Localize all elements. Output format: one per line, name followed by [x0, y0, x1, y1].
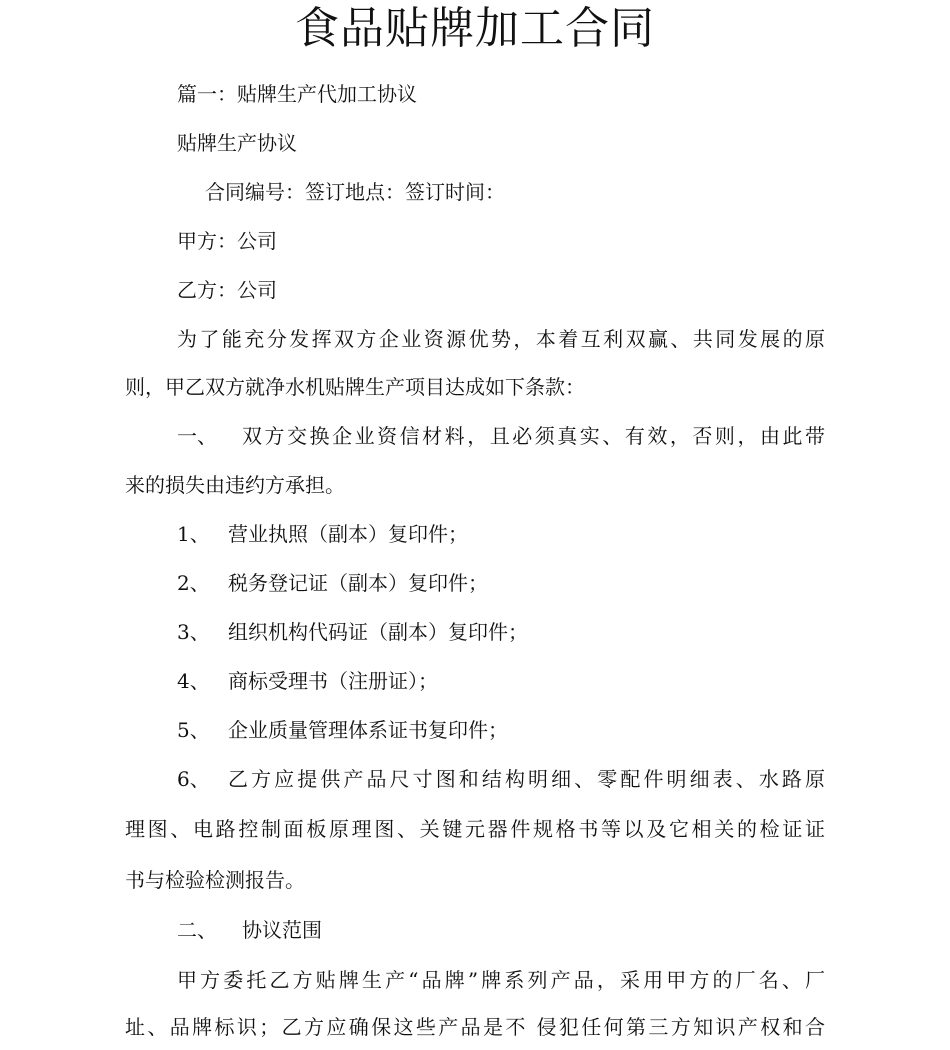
list-item-text: 营业执照（副本）复印件；: [228, 522, 468, 546]
paragraph-line: 址、品牌标识；乙方应确保这些产品是不 侵犯任何第三方知识产权和合: [125, 1015, 825, 1039]
list-item-number: 6、: [177, 767, 210, 791]
paragraph-line: 为了能充分发挥双方企业资源优势，本着互利双赢、共同发展的原: [177, 327, 825, 351]
contract-info-line: 合同编号：签订地点：签订时间：: [205, 180, 505, 204]
document-title: 食品贴牌加工合同: [295, 3, 655, 54]
party-b-line: 乙方：公司: [177, 278, 277, 302]
list-item-text: 组织机构代码证（副本）复印件；: [228, 620, 528, 644]
clause-number: 二、: [177, 918, 217, 942]
list-item-number: 2、: [177, 571, 210, 595]
paragraph-line: 双方交换企业资信材料，且必须真实、有效，否则，由此带: [242, 424, 825, 448]
list-item-number: 3、: [177, 620, 210, 644]
party-a-line: 甲方：公司: [177, 229, 277, 253]
agreement-title: 贴牌生产协议: [177, 131, 297, 155]
list-item-number: 5、: [177, 718, 210, 742]
paragraph-line: 甲方委托乙方贴牌生产“品牌”牌系列产品，采用甲方的厂名、厂: [177, 968, 825, 992]
section-heading: 篇一：贴牌生产代加工协议: [177, 82, 417, 106]
paragraph-line: 理图、电路控制面板原理图、关键元器件规格书等以及它相关的检证证: [125, 817, 825, 841]
paragraph-line: 来的损失由违约方承担。: [125, 473, 345, 497]
list-item-text: 乙方应提供产品尺寸图和结构明细、零配件明细表、水路原: [228, 767, 825, 791]
list-item-number: 4、: [177, 669, 210, 693]
list-item-number: 1、: [177, 522, 210, 546]
section-heading: 协议范围: [242, 918, 322, 942]
paragraph-line: 书与检验检测报告。: [125, 868, 305, 892]
list-item-text: 企业质量管理体系证书复印件；: [228, 718, 508, 742]
paragraph-line: 则，甲乙双方就净水机贴牌生产项目达成如下条款：: [125, 375, 585, 399]
list-item-text: 税务登记证（副本）复印件；: [228, 571, 488, 595]
clause-number: 一、: [177, 424, 217, 448]
list-item-text: 商标受理书（注册证）；: [228, 669, 438, 693]
